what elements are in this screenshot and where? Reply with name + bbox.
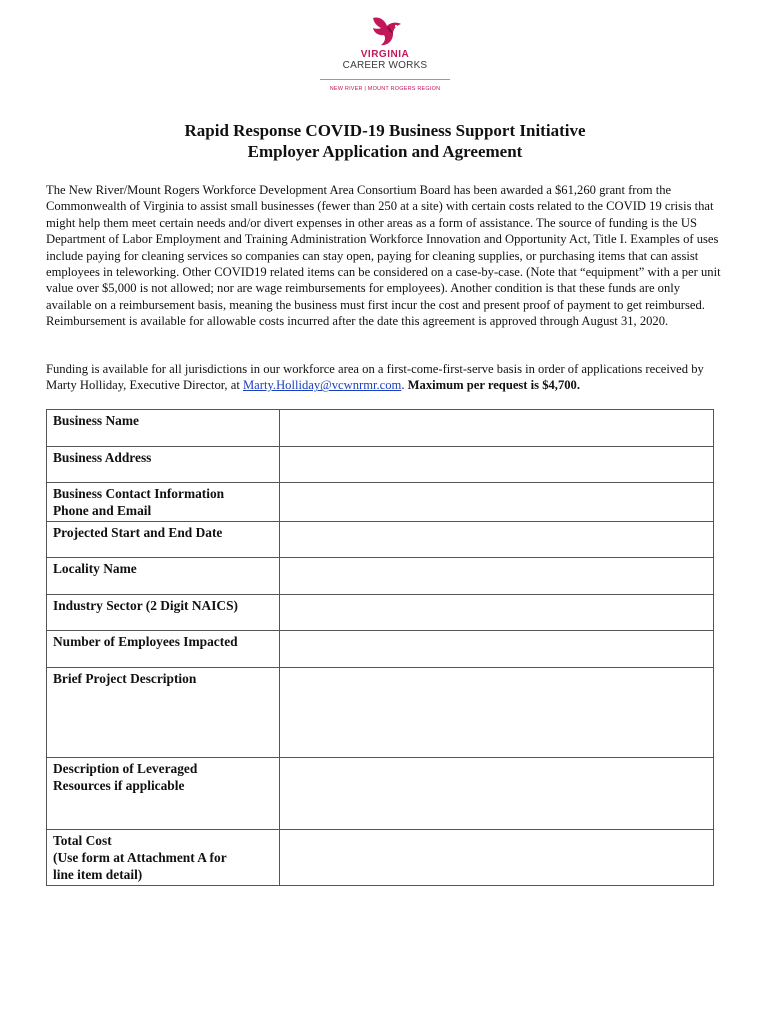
project-description-label: Brief Project Description (47, 668, 280, 758)
table-row (47, 522, 714, 558)
leveraged-resources-label (47, 758, 280, 830)
table-row (47, 410, 714, 447)
contact-info-label-line1: Business Contact Information (53, 486, 225, 501)
total-cost-field[interactable] (279, 830, 713, 886)
maximum-request-note: Maximum per request is $4,700. (407, 378, 580, 393)
funding-text: Funding is available for all jurisdictions in our workforce area on a first-come-first-serve basis in order of applications received by Marty Holliday, Executive Director, at (46, 362, 704, 393)
table-row (47, 631, 714, 668)
total-cost-label-line3: line item detail) (53, 867, 143, 882)
table-row (47, 558, 714, 595)
industry-sector-field[interactable] (279, 595, 713, 631)
locality-label: Locality Name (47, 558, 280, 595)
employees-impacted-label: Number of Employees Impacted (47, 631, 280, 668)
business-address-label: Business Address (47, 447, 280, 483)
locality-field[interactable] (279, 558, 713, 595)
contact-info-field[interactable] (279, 483, 713, 522)
industry-sector-label: Industry Sector (2 Digit NAICS) (47, 595, 280, 631)
employees-impacted-field[interactable] (279, 631, 713, 668)
logo-org-line2: CAREER WORKS (342, 60, 428, 71)
cardinal-bird-icon (365, 14, 405, 48)
document-title: Rapid Response COVID-19 Business Support Initiative (184, 121, 586, 140)
leveraged-resources-field[interactable] (279, 758, 713, 830)
table-row (47, 447, 714, 483)
table-row (47, 595, 714, 631)
total-cost-label-line1: Total Cost (53, 833, 112, 848)
funding-paragraph (46, 361, 726, 394)
projected-dates-label: Projected Start and End Date (47, 522, 280, 558)
contact-info-label (47, 483, 280, 522)
table-row (47, 483, 714, 522)
leveraged-label-line2: Resources if applicable (53, 778, 185, 793)
table-row (47, 758, 714, 830)
logo-org-line1: VIRGINIA (360, 49, 410, 60)
total-cost-label-line2: (Use form at Attachment A for (53, 850, 227, 865)
logo-divider (320, 79, 450, 80)
project-description-field[interactable] (279, 668, 713, 758)
table-row (47, 830, 714, 886)
logo-region: NEW RIVER | MOUNT ROGERS REGION (329, 86, 441, 92)
business-name-label: Business Name (47, 410, 280, 447)
table-row (47, 668, 714, 758)
business-name-field[interactable] (279, 410, 713, 447)
virginia-career-works-logo (300, 14, 470, 100)
total-cost-label (47, 830, 280, 886)
contact-email-link[interactable]: Marty.Holliday@vcwnrmr.com (242, 378, 402, 393)
contact-info-label-line2: Phone and Email (53, 503, 152, 518)
leveraged-label-line1: Description of Leveraged (53, 761, 198, 776)
intro-paragraph: The New River/Mount Rogers Workforce Development Area Consortium Board has been awarded a $61,260 grant from the Commonwealth of Virginia to assist small businesses (fewer than 250 at a site) with certain costs related to the COVID 19 crisis that might help them meet certain needs and/or divert expenses in other areas as a form of assistance. The source of funding is the US Department of Labor Employment and Training Administration Workforce Innovation and Opportunity Act, Title I. Examples of uses include paying for cleaning services so companies can stay open, paying for cleaning supplies, or purchasing items that can assist employees in teleworking. Other COVID19 related items can be considered on a case-by-case. (Note that “equipment” with a per unit value over $5,000 is not allowed; nor are wage reimbursements for employees). Another condition is that these funds are only available on a reimbursement basis, meaning the business must first incur the cost and present proof of payment to get reimbursed. Reimbursement is available for allowable costs incurred after the date this agreement is approved through August 31, 2020. (46, 183, 721, 329)
document-subtitle: Employer Application and Agreement (247, 142, 523, 161)
application-form-table (46, 409, 714, 886)
funding-text-end: . (401, 378, 408, 393)
projected-dates-field[interactable] (279, 522, 713, 558)
business-address-field[interactable] (279, 447, 713, 483)
